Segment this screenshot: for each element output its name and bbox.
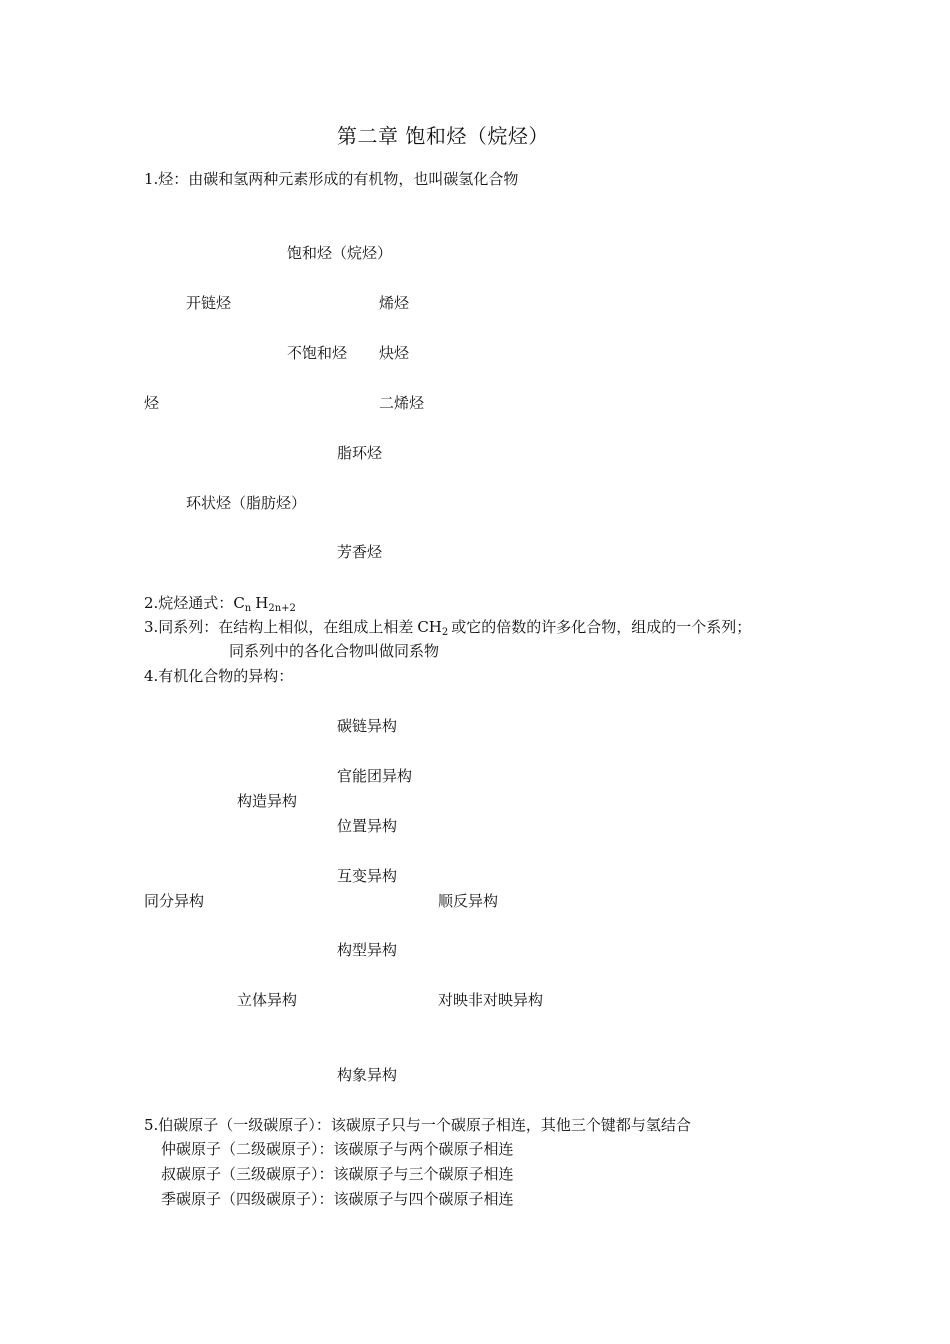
page-title: 第二章 饱和烃（烷烃） xyxy=(337,124,549,148)
homologous-series-text-a: 3.同系列：在结构上相似，在组成上相差 xyxy=(144,618,414,636)
conformational-isomerism-node: 构象异构 xyxy=(337,1066,398,1084)
unsaturated-hydrocarbon-node: 不饱和烃 xyxy=(287,344,348,362)
homologous-series-line-1 xyxy=(144,618,751,636)
hydrocarbon-root-node: 烃 xyxy=(144,394,160,412)
isomerism-root-node: 同分异构 xyxy=(144,892,205,910)
formula-hydrogen-subscript: 2n+2 xyxy=(268,603,296,614)
tautomeric-isomerism-node: 互变异构 xyxy=(337,867,398,885)
secondary-carbon-definition: 仲碳原子（二级碳原子）：该碳原子与两个碳原子相连 xyxy=(161,1140,514,1158)
formula-carbon-subscript: n xyxy=(244,603,252,614)
positional-isomerism-node: 位置异构 xyxy=(337,817,398,835)
alkyne-node: 炔烃 xyxy=(379,344,410,362)
alicyclic-hydrocarbon-node: 脂环烃 xyxy=(337,444,383,462)
formula-carbon: C xyxy=(233,594,245,612)
formula-hydrogen: H xyxy=(255,594,269,612)
functional-group-isomerism-node: 官能团异构 xyxy=(337,767,413,785)
ch2-subscript: 2 xyxy=(441,627,449,638)
carbon-chain-isomerism-node: 碳链异构 xyxy=(337,717,398,735)
hydrocarbon-definition: 1.烃：由碳和氢两种元素形成的有机物，也叫碳氢化合物 xyxy=(144,170,519,188)
diene-node: 二烯烃 xyxy=(379,394,425,412)
stereo-isomerism-node: 立体异构 xyxy=(237,991,298,1009)
quaternary-carbon-definition: 季碳原子（四级碳原子）：该碳原子与四个碳原子相连 xyxy=(161,1190,514,1208)
enantiomeric-isomerism-node: 对映非对映异构 xyxy=(438,991,544,1009)
homologous-series-line-2: 同系列中的各化合物叫做同系物 xyxy=(229,642,440,660)
open-chain-hydrocarbon-node: 开链烃 xyxy=(186,294,232,312)
saturated-hydrocarbon-node: 饱和烃（烷烃） xyxy=(287,244,393,262)
alkane-general-formula xyxy=(144,594,296,612)
formula-label: 2.烷烃通式： xyxy=(144,594,234,612)
constitutional-isomerism-node: 构造异构 xyxy=(237,792,298,810)
aromatic-hydrocarbon-node: 芳香烃 xyxy=(337,543,383,561)
configurational-isomerism-node: 构型异构 xyxy=(337,941,398,959)
isomerism-heading: 4.有机化合物的异构： xyxy=(144,667,294,685)
ch2-formula: CH xyxy=(417,618,442,636)
cis-trans-isomerism-node: 顺反异构 xyxy=(438,892,499,910)
tertiary-carbon-definition: 叔碳原子（三级碳原子）：该碳原子与三个碳原子相连 xyxy=(161,1165,514,1183)
primary-carbon-definition: 5.伯碳原子（一级碳原子）：该碳原子只与一个碳原子相连，其他三个键都与氢结合 xyxy=(144,1116,691,1134)
cyclic-hydrocarbon-node: 环状烃（脂肪烃） xyxy=(186,494,307,512)
alkene-node: 烯烃 xyxy=(379,294,410,312)
homologous-series-text-b: 或它的倍数的许多化合物，组成的一个系列； xyxy=(451,618,752,636)
